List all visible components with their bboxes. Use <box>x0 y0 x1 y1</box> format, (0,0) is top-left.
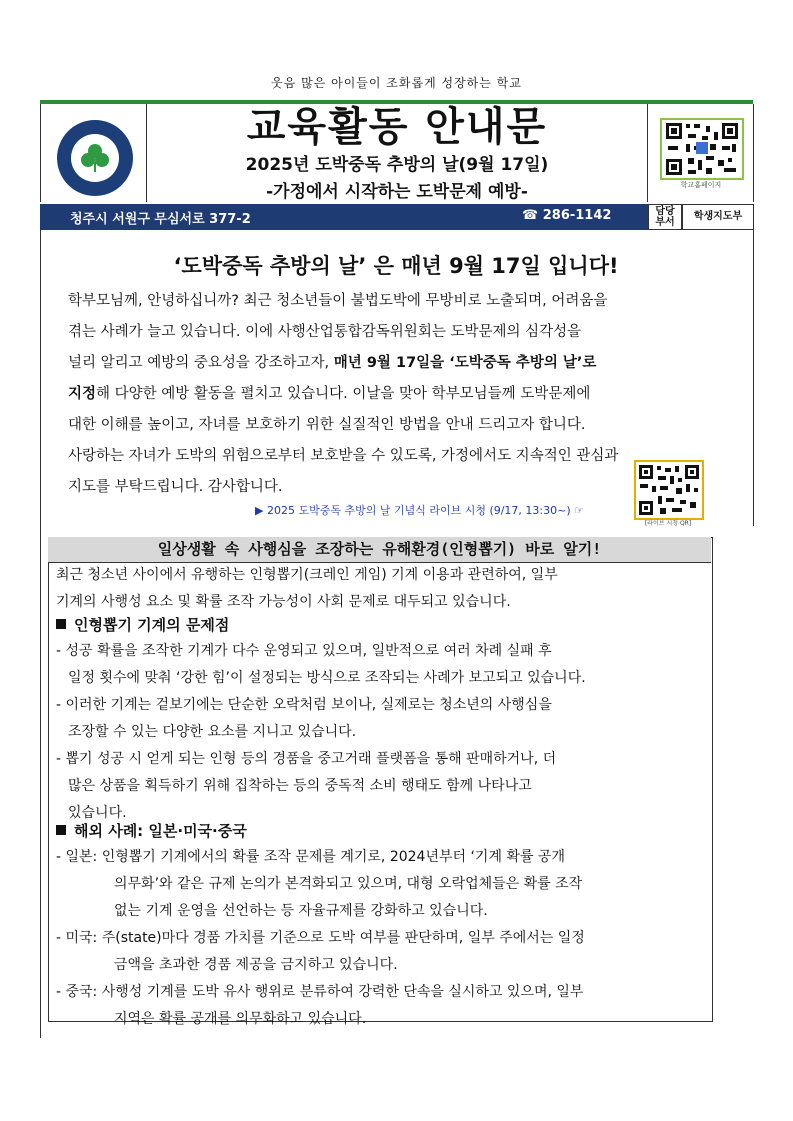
intro-line: 겪는 사례가 늘고 있습니다. 이에 사행산업통합감독위원회는 도박문제의 심각성을 <box>68 324 582 340</box>
overseas-list <box>56 844 706 1033</box>
qr-label-homepage: 학교홈페이지 <box>680 181 722 189</box>
intro-text: 해 다양한 예방 활동을 펼치고 있습니다. 이날을 맞아 학부모님들께 도박문제에 <box>96 386 591 402</box>
page-subtitle: 2025년 도박중독 추방의 날(9월 17일) <box>245 155 549 175</box>
phone-number: 286-1142 <box>542 208 612 223</box>
intro-line: 학부모님께, 안녕하십니까? 최근 청소년들이 불법도박에 무방비로 노출되며, 어려움을 <box>68 293 608 309</box>
phone-icon: ☎ <box>522 208 539 223</box>
intro-line <box>68 379 728 410</box>
list-item: - 일본: 인형뽑기 기계에서의 확률 조작 문제를 계기로, 2024년부터 ‘기계 확률 공개 <box>56 849 565 865</box>
school-homepage-qr-icon[interactable] <box>660 118 744 180</box>
school-phone <box>522 208 611 223</box>
intro-line: 사랑하는 자녀가 도박의 위험으로부터 보호받을 수 있도록, 가정에서도 지속적인 관심과 <box>68 448 619 464</box>
list-item-cont: 많은 상품을 획득하기 위해 집착하는 등의 중독적 소비 행태도 함께 나타나고 <box>68 778 532 794</box>
school-logo <box>55 118 135 198</box>
intro-line: 지도를 부탁드립니다. 감사합니다. <box>68 479 283 495</box>
intro-paragraph <box>68 286 728 503</box>
list-item-cont: 있습니다. <box>68 805 127 821</box>
intro-text: 널리 알리고 예방의 중요성을 강조하고자, <box>68 355 334 371</box>
intro-headline: ‘도박중독 추방의 날’ 은 매년 9월 17일 입니다! <box>173 254 619 278</box>
section-heading: 일상생활 속 사행심을 조장하는 유해환경(인형뽑기) 바로 알기! <box>48 537 711 563</box>
list-item-cont: 없는 기계 운영을 선언하는 등 자율규제를 강화하고 있습니다. <box>114 903 488 919</box>
intro-line <box>68 348 728 379</box>
list-item-cont: 일정 횟수에 맞춰 ‘강한 힘’이 설정되는 방식으로 조작되는 사례가 보고되고 있습니다. <box>68 670 586 686</box>
header-divider-right <box>647 104 648 202</box>
problem-list <box>56 638 706 827</box>
list-item-cont: 의무화’와 같은 규제 논의가 본격화되고 있으며, 대형 오락업체들은 확률 조작 <box>114 876 583 892</box>
school-motto: 웃음 많은 아이들이 조화롭게 성장하는 학교 <box>271 76 522 90</box>
page-border-left <box>40 526 41 1038</box>
subheading-text: 인형뽑기 기계의 문제점 <box>74 616 230 634</box>
list-item: - 이러한 기계는 겉보기에는 단순한 오락처럼 보이나, 실제로는 청소년의 사행심을 <box>56 697 552 713</box>
live-stream-link[interactable]: ▶ 2025 도박중독 추방의 날 기념식 라이브 시청 (9/17, 13:30~) ☞ <box>255 504 584 517</box>
list-item: - 뽑기 성공 시 얻게 되는 인형 등의 경품을 중고거래 플랫폼을 통해 판매하거나, 더 <box>56 751 557 767</box>
section-intro-line: 기계의 사행성 요소 및 확률 조작 가능성이 사회 문제로 대두되고 있습니다. <box>56 594 511 610</box>
square-bullet-icon <box>56 825 66 835</box>
list-item-cont: 조장할 수 있는 다양한 요소를 지니고 있습니다. <box>68 724 357 740</box>
list-item: - 중국: 사행성 기계를 도박 유사 행위로 분류하여 강력한 단속을 실시하고 있으며, 일부 <box>56 984 584 1000</box>
page-tagline: -가정에서 시작하는 도박문제 예방- <box>266 182 528 202</box>
dept-label-line2: 부서 <box>655 217 675 228</box>
subheading-overseas <box>56 820 247 841</box>
school-address: 청주시 서원구 무심서로 377-2 <box>70 212 251 227</box>
list-item-cont: 금액을 초과한 경품 제공을 금지하고 있습니다. <box>114 957 398 973</box>
dept-label-line1: 담당 <box>655 206 675 217</box>
section-intro <box>56 562 706 616</box>
qr-label-live: [라이브 시청 QR] <box>644 520 692 527</box>
dept-label <box>648 204 682 230</box>
subheading-problems <box>56 614 229 635</box>
subheading-text: 해외 사례: 일본·미국·중국 <box>74 822 247 840</box>
list-item: - 성공 확률을 조작한 기계가 다수 운영되고 있으며, 일반적으로 여러 차례 실패 후 <box>56 643 552 659</box>
live-stream-qr-icon[interactable] <box>634 460 704 520</box>
intro-emphasis: 지정 <box>68 386 97 402</box>
square-bullet-icon <box>56 619 66 629</box>
list-item-cont: 지역은 확률 공개를 의무화하고 있습니다. <box>114 1011 367 1027</box>
list-item: - 미국: 주(state)마다 경품 가치를 기준으로 도박 여부를 판단하며, 일부 주에서는 일정 <box>56 930 585 946</box>
section-intro-line: 최근 청소년 사이에서 유행하는 인형뽑기(크레인 게임) 기계 이용과 관련하여, 일부 <box>56 567 558 583</box>
dept-name: 학생지도부 <box>682 204 754 230</box>
intro-emphasis: 매년 9월 17일을 ‘도박중독 추방의 날’로 <box>333 355 597 371</box>
page-title: 교육활동 안내문 <box>246 104 548 150</box>
intro-line: 대한 이해를 높이고, 자녀를 보호하기 위한 실질적인 방법을 안내 드리고자 합니다. <box>68 417 586 433</box>
